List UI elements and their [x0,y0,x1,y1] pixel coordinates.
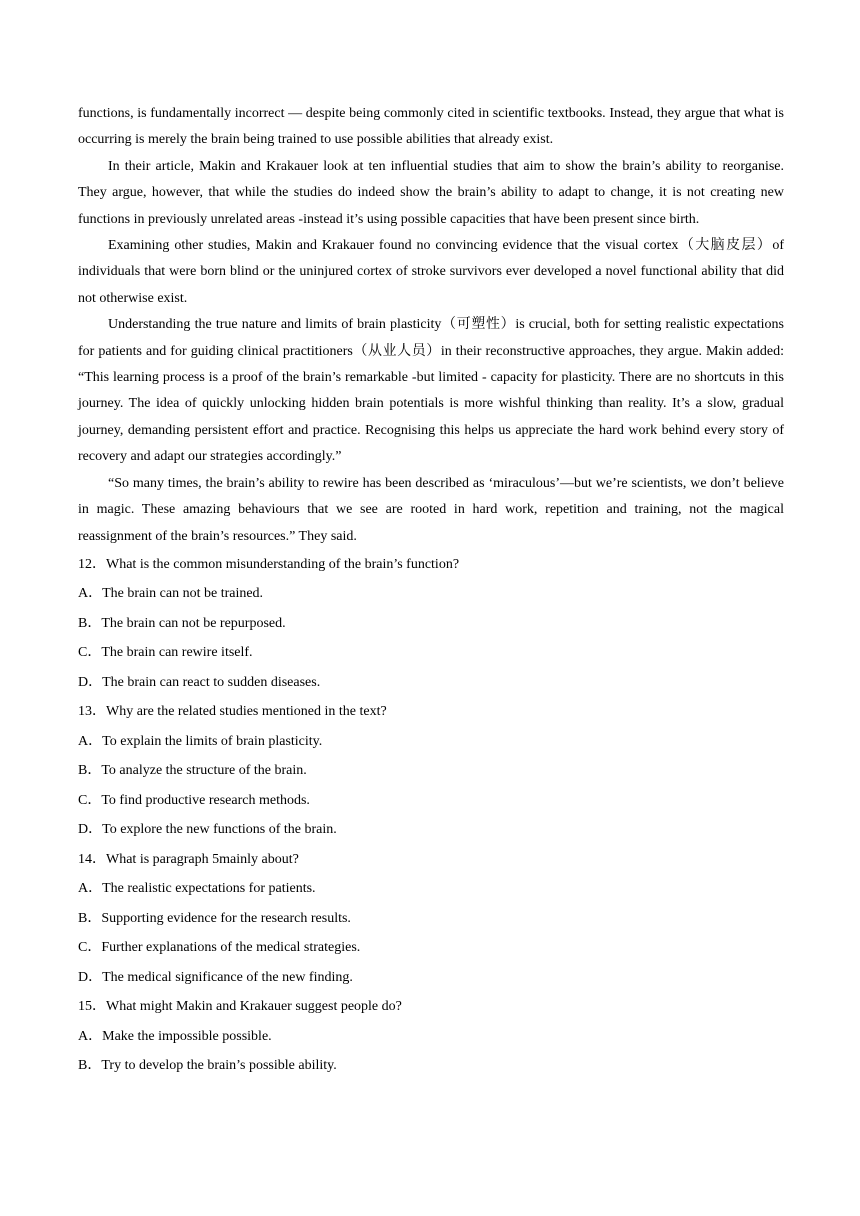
option-letter: B． [78,1058,102,1074]
option-b [78,609,784,639]
option-a [78,1022,784,1052]
option-text: The brain can not be trained. [102,586,264,602]
option-b [78,904,784,934]
option-d [78,963,784,993]
option-c [78,933,784,963]
question-stem [78,845,784,875]
question-stem [78,550,784,580]
option-text: Try to develop the brain’s possible ability. [101,1058,337,1074]
question-15 [78,992,784,1081]
option-b [78,756,784,786]
option-text: The brain can not be repurposed. [101,615,286,631]
question-12 [78,550,784,698]
option-letter: D． [78,674,103,690]
option-a [78,874,784,904]
question-14 [78,845,784,993]
option-text: The brain can react to sudden diseases. [102,674,321,690]
option-letter: B． [78,763,102,779]
option-letter: B． [78,910,102,926]
option-letter: A． [78,881,103,897]
question-number: 15． [78,999,106,1015]
option-c [78,638,784,668]
question-13 [78,697,784,845]
option-letter: B． [78,615,102,631]
option-text: To find productive research methods. [101,792,310,808]
question-stem [78,992,784,1022]
question-text: What is the common misunderstanding of the brain’s function? [106,556,460,572]
passage-paragraph: Understanding the true nature and limits of brain plasticity（可塑性）is crucial, both for setting realistic expectations for patients and for guiding clinical practitioners（从业人员）in their reconstructive approaches, they argue. Makin added: “This learning process is a proof of the brain’s remarkable -but limited - capacity for plasticity. There are no shortcuts in this journey. The idea of quickly unlocking hidden brain potentials is more wishful thinking than reality. It’s a slow, gradual journey, demanding persistent effort and practice. Recognising this helps us appreciate the hard work behind every story of recovery and adapt our strategies accordingly.” [78,317,784,465]
question-text: What is paragraph 5mainly about? [106,851,299,867]
option-text: Further explanations of the medical strategies. [101,940,361,956]
passage-paragraph: Examining other studies, Makin and Krakauer found no convincing evidence that the visual cortex（大脑皮层）of individuals that were born blind or the uninjured cortex of stroke survivors ever developed a novel functional ability that did not otherwise exist. [78,238,784,306]
passage-paragraph: functions, is fundamentally incorrect — despite being commonly cited in scientific textbooks. Instead, they argue that what is occurring is merely the brain being trained to use possible abilities that already exist. [78,106,784,148]
question-number: 13． [78,704,106,720]
passage-paragraph: In their article, Makin and Krakauer look at ten influential studies that aim to show the brain’s ability to reorganise. They argue, however, that while the studies do indeed show the brain’s ability to adapt to change, it is not creating new functions in previously unrelated areas -instead it’s using possible capacities that have been present since birth. [78,158,784,227]
page-content [78,101,784,1081]
option-letter: C． [78,940,102,956]
option-text: To explain the limits of brain plasticity. [102,733,323,749]
question-number: 14． [78,851,106,867]
option-d [78,668,784,698]
option-letter: C． [78,645,102,661]
option-letter: A． [78,733,103,749]
option-text: The realistic expectations for patients. [102,881,316,897]
question-text: Why are the related studies mentioned in the text? [106,704,387,720]
option-text: The medical significance of the new finding. [102,969,353,985]
option-letter: D． [78,969,103,985]
option-letter: A． [78,1028,103,1044]
option-letter: D． [78,822,103,838]
question-stem [78,697,784,727]
option-c [78,786,784,816]
option-text: Make the impossible possible. [102,1028,272,1044]
option-text: To explore the new functions of the brain. [102,822,337,838]
option-a [78,579,784,609]
option-a [78,727,784,757]
option-text: To analyze the structure of the brain. [101,763,307,779]
option-text: The brain can rewire itself. [101,645,253,661]
question-text: What might Makin and Krakauer suggest people do? [106,999,402,1015]
option-text: Supporting evidence for the research results. [101,910,351,926]
question-number: 12． [78,556,106,572]
option-d [78,815,784,845]
option-letter: C． [78,792,102,808]
option-b [78,1051,784,1081]
option-letter: A． [78,586,103,602]
passage-paragraph: “So many times, the brain’s ability to rewire has been described as ‘miraculous’—but we’re scientists, we don’t believe in magic. These amazing behaviours that we see are rooted in hard work, repetition and training, not the magical reassignment of the brain’s resources.” They said. [78,475,784,544]
